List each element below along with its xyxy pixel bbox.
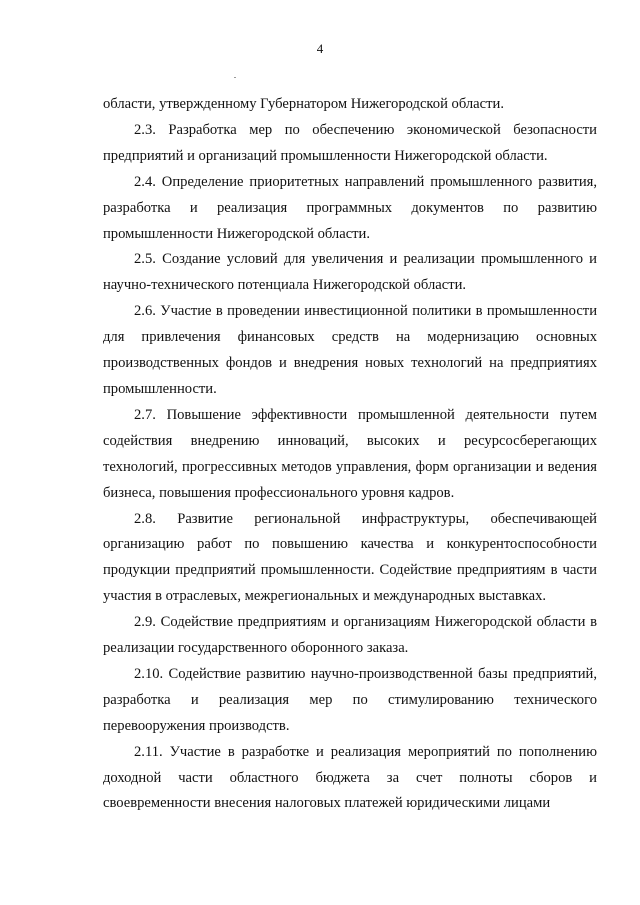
- scan-speck: [234, 77, 236, 78]
- paragraph-2-5: 2.5. Создание условий для увеличения и реализации промышленного и научно-технического потенциала Нижегородской области.: [103, 251, 597, 294]
- page-number: 4: [316, 41, 324, 56]
- paragraph-2-7: 2.7. Повышение эффективности промышленной деятельности путем содействия внедрению инноваций, высоких и ресурсосберегающих технологий, прогрессивных методов управления, форм организации и ведения бизнеса, повышения профессионального уровня кадров.: [103, 406, 597, 501]
- paragraph-2-11: 2.11. Участие в разработке и реализация мероприятий по пополнению доходной части областного бюджета за счет полноты сборов и своевременности внесения налоговых платежей юридическими лицами: [103, 743, 597, 812]
- paragraph-2-6: 2.6. Участие в проведении инвестиционной политики в промышленности для привлечения финансовых средств на модернизацию основных производственных фондов и внедрения новых технологий на предприятиях промышленности.: [103, 303, 597, 397]
- paragraph-2-10: 2.10. Содействие развитию научно-производственной базы предприятий, разработка и реализация мер по стимулированию технического перевооружения производств.: [103, 665, 597, 734]
- paragraph-2-3: 2.3. Разработка мер по обеспечению экономической безопасности предприятий и организаций промышленности Нижегородской области.: [103, 121, 597, 164]
- document-body: [103, 92, 597, 817]
- paragraph-2-4: 2.4. Определение приоритетных направлений промышленного развития, разработка и реализация программных документов по развитию промышленности Нижегородской области.: [103, 173, 597, 242]
- paragraph-continuation: области, утвержденному Губернатором Нижегородской области.: [103, 96, 504, 112]
- paragraph-2-9: 2.9. Содействие предприятиям и организациям Нижегородской области в реализации государственного оборонного заказа.: [103, 614, 597, 657]
- paragraph-2-8: 2.8. Развитие региональной инфраструктуры, обеспечивающей организацию работ по повышению качества и конкурентоспособности продукции предприятий промышленности. Содействие предприятиям в части участия в отраслевых, межрегиональных и международных выставках.: [103, 510, 597, 605]
